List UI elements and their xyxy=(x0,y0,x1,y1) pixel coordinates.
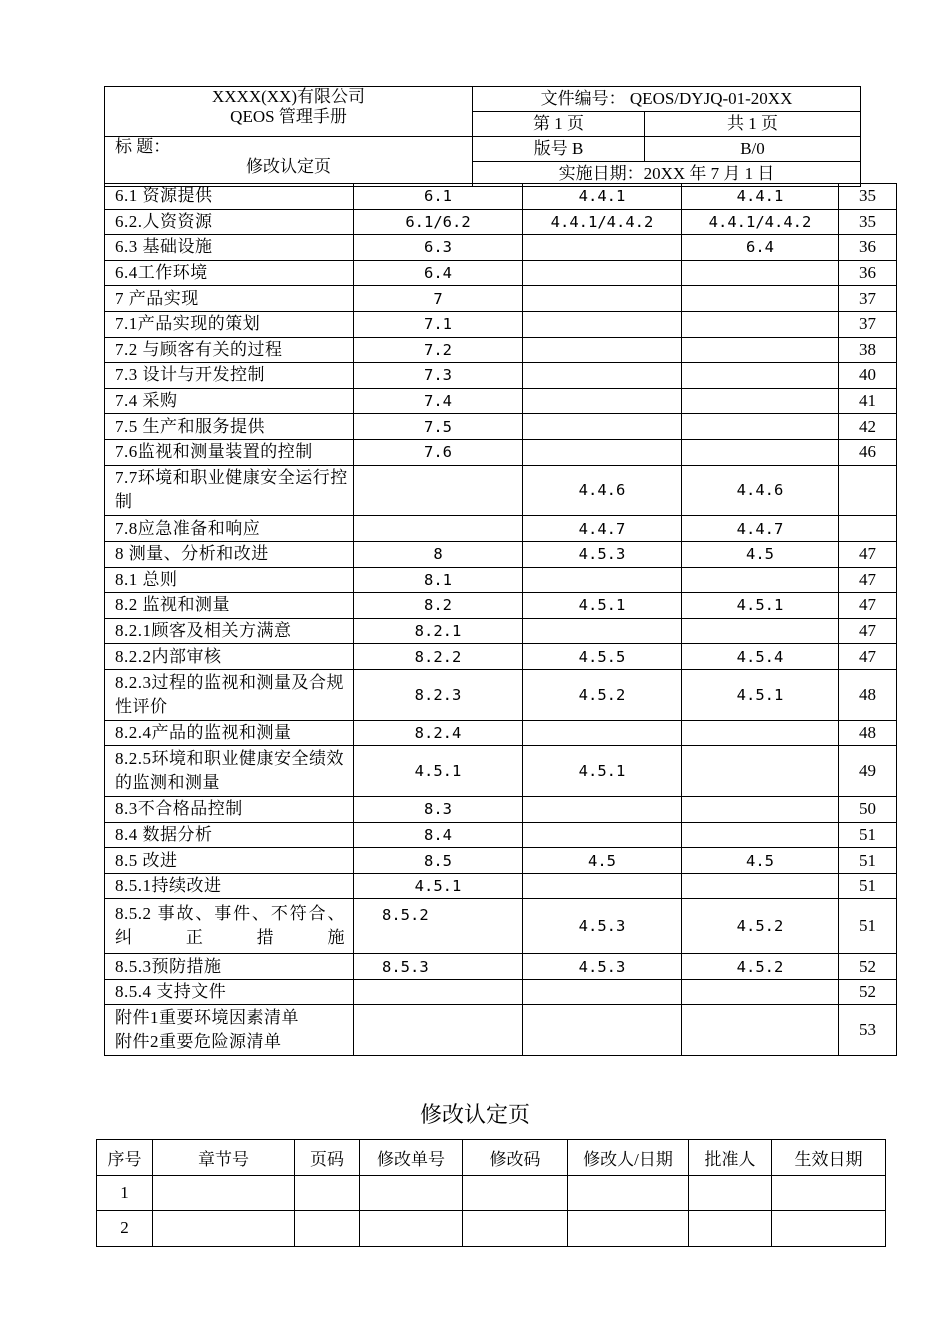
row-c3 xyxy=(523,414,682,440)
row-c4 xyxy=(682,388,839,414)
row-c4 xyxy=(682,414,839,440)
row-page: 41 xyxy=(839,388,897,414)
cell xyxy=(689,1175,772,1211)
row-name: 8.5.3预防措施 xyxy=(105,954,354,980)
row-name: 8.5.1持续改进 xyxy=(105,873,354,899)
row-seq: 1 xyxy=(97,1175,153,1211)
cell xyxy=(568,1175,689,1211)
row-c4 xyxy=(682,873,839,899)
version: B/0 xyxy=(645,137,861,162)
appendix-2: 附件2重要危险源清单 xyxy=(115,1032,282,1052)
col-header: 序号 xyxy=(97,1140,153,1176)
row-c3: 4.5.5 xyxy=(523,644,682,670)
row-name: 8.3不合格品控制 xyxy=(105,797,354,823)
row-c3: 4.5.2 xyxy=(523,669,682,720)
row-page: 38 xyxy=(839,337,897,363)
title-cell xyxy=(105,137,473,187)
table-row xyxy=(105,286,897,312)
row-page: 42 xyxy=(839,414,897,440)
table-row xyxy=(105,235,897,261)
row-c3 xyxy=(523,286,682,312)
row-page: 48 xyxy=(839,669,897,720)
table-row xyxy=(105,720,897,746)
row-c2 xyxy=(354,1005,523,1056)
row-c3 xyxy=(523,439,682,465)
row-c4 xyxy=(682,311,839,337)
company-cell xyxy=(105,87,473,137)
row-c4: 4.5.4 xyxy=(682,644,839,670)
row-c3 xyxy=(523,873,682,899)
company-name: XXXX(XX)有限公司 xyxy=(212,87,365,106)
row-page: 46 xyxy=(839,439,897,465)
row-c3 xyxy=(523,1005,682,1056)
row-c3: 4.5.3 xyxy=(523,899,682,954)
col-header: 生效日期 xyxy=(772,1140,886,1176)
row-page: 51 xyxy=(839,848,897,874)
row-c3: 4.5 xyxy=(523,848,682,874)
row-name: 6.4工作环境 xyxy=(105,260,354,286)
row-c2: 8.5 xyxy=(354,848,523,874)
row-page: 37 xyxy=(839,311,897,337)
row-c2: 4.5.1 xyxy=(354,873,523,899)
row-name: 7.1产品实现的策划 xyxy=(105,311,354,337)
row-name: 8.2.5环境和职业健康安全绩效的监测和测量 xyxy=(105,746,354,797)
row-page xyxy=(839,465,897,516)
row-name: 7.3 设计与开发控制 xyxy=(105,363,354,389)
table-row xyxy=(105,388,897,414)
row-c2: 7.2 xyxy=(354,337,523,363)
table-row xyxy=(105,439,897,465)
row-c2: 7 xyxy=(354,286,523,312)
col-header: 修改人/日期 xyxy=(568,1140,689,1176)
row-page: 51 xyxy=(839,873,897,899)
row-name: 8.2.1顾客及相关方满意 xyxy=(105,618,354,644)
table-row xyxy=(105,669,897,720)
cell xyxy=(295,1211,360,1247)
row-c4: 4.5 xyxy=(682,541,839,567)
doc-no: QEOS/DYJQ-01-20XX xyxy=(629,89,793,108)
table-row xyxy=(105,848,897,874)
row-name: 8.5 改进 xyxy=(105,848,354,874)
cell xyxy=(772,1175,886,1211)
row-c2: 8.2.3 xyxy=(354,669,523,720)
row-c3: 4.5.3 xyxy=(523,954,682,980)
row-c2: 8.1 xyxy=(354,567,523,593)
cell xyxy=(772,1211,886,1247)
row-c4: 4.4.1 xyxy=(682,184,839,210)
row-c2: 6.1 xyxy=(354,184,523,210)
revision-table xyxy=(96,1139,886,1247)
row-page: 40 xyxy=(839,363,897,389)
row-c4 xyxy=(682,260,839,286)
row-name: 8.2 监视和测量 xyxy=(105,593,354,619)
row-page: 36 xyxy=(839,260,897,286)
table-row xyxy=(105,1005,897,1056)
row-c2: 7.4 xyxy=(354,388,523,414)
row-c3 xyxy=(523,235,682,261)
row-c2: 8.5.3 xyxy=(354,954,523,980)
row-c4 xyxy=(682,618,839,644)
table-row xyxy=(105,541,897,567)
table-row xyxy=(105,337,897,363)
row-c2 xyxy=(354,516,523,542)
row-c3 xyxy=(523,567,682,593)
row-page: 35 xyxy=(839,209,897,235)
table-row xyxy=(105,363,897,389)
row-c2: 8 xyxy=(354,541,523,567)
row-c4 xyxy=(682,797,839,823)
doc-no-cell xyxy=(473,87,861,112)
version-label: 版号 B xyxy=(473,137,645,162)
row-c4: 4.5 xyxy=(682,848,839,874)
row-c3 xyxy=(523,311,682,337)
row-page: 47 xyxy=(839,644,897,670)
row-c3 xyxy=(523,260,682,286)
row-page: 52 xyxy=(839,979,897,1005)
row-seq: 2 xyxy=(97,1211,153,1247)
row-c4: 4.5.1 xyxy=(682,669,839,720)
cell xyxy=(463,1211,568,1247)
row-c3 xyxy=(523,822,682,848)
table-row xyxy=(105,414,897,440)
col-header: 页码 xyxy=(295,1140,360,1176)
row-c4 xyxy=(682,746,839,797)
row-c4 xyxy=(682,979,839,1005)
table-row xyxy=(105,184,897,210)
row-c3 xyxy=(523,363,682,389)
cell xyxy=(463,1175,568,1211)
row-name: 7.2 与顾客有关的过程 xyxy=(105,337,354,363)
row-name: 8.5.4 支持文件 xyxy=(105,979,354,1005)
appendix-1: 附件1重要环境因素清单 xyxy=(115,1008,299,1028)
row-name: 8.1 总则 xyxy=(105,567,354,593)
row-name: 8.2.2内部审核 xyxy=(105,644,354,670)
row-page: 51 xyxy=(839,822,897,848)
col-header: 修改单号 xyxy=(360,1140,463,1176)
title-label: 标 题： xyxy=(115,137,171,156)
row-name: 6.1 资源提供 xyxy=(105,184,354,210)
row-c2: 6.1/6.2 xyxy=(354,209,523,235)
row-c3: 4.5.3 xyxy=(523,541,682,567)
row-c3 xyxy=(523,979,682,1005)
row-c2: 7.3 xyxy=(354,363,523,389)
row-c4: 4.5.2 xyxy=(682,899,839,954)
table-row xyxy=(105,954,897,980)
table-row xyxy=(97,1211,886,1247)
row-c3 xyxy=(523,720,682,746)
row-name: 7.4 采购 xyxy=(105,388,354,414)
row-c4: 6.4 xyxy=(682,235,839,261)
row-name xyxy=(105,1005,354,1056)
row-c3: 4.5.1 xyxy=(523,746,682,797)
header-table xyxy=(104,86,861,187)
row-c4 xyxy=(682,822,839,848)
row-page: 48 xyxy=(839,720,897,746)
row-page: 47 xyxy=(839,541,897,567)
cell xyxy=(360,1211,463,1247)
row-c2: 8.3 xyxy=(354,797,523,823)
row-c3: 4.4.1/4.4.2 xyxy=(523,209,682,235)
total-pages: 共 1 页 xyxy=(645,112,861,137)
row-c4 xyxy=(682,439,839,465)
doc-no-label: 文件编号： xyxy=(540,89,626,108)
table-row xyxy=(105,618,897,644)
table-row xyxy=(105,873,897,899)
row-c2: 7.1 xyxy=(354,311,523,337)
row-c4 xyxy=(682,1005,839,1056)
row-c3 xyxy=(523,337,682,363)
row-page: 50 xyxy=(839,797,897,823)
row-page: 52 xyxy=(839,954,897,980)
row-page: 53 xyxy=(839,1005,897,1056)
col-header: 章节号 xyxy=(153,1140,295,1176)
table-row xyxy=(105,567,897,593)
revision-title: 修改认定页 xyxy=(419,1103,530,1128)
row-name: 8.2.3过程的监视和测量及合规性评价 xyxy=(105,669,354,720)
row-c3: 4.4.6 xyxy=(523,465,682,516)
row-c2: 8.2.4 xyxy=(354,720,523,746)
table-row xyxy=(105,746,897,797)
row-c2: 8.5.2 xyxy=(354,899,523,954)
cell xyxy=(153,1211,295,1247)
table-row xyxy=(105,593,897,619)
table-row xyxy=(105,899,897,954)
effective-date: 实施日期：20XX 年 7 月 1 日 xyxy=(473,162,861,187)
row-c4 xyxy=(682,286,839,312)
table-row xyxy=(97,1175,886,1211)
row-c4: 4.5.2 xyxy=(682,954,839,980)
row-c3: 4.4.1 xyxy=(523,184,682,210)
row-page: 35 xyxy=(839,184,897,210)
cell xyxy=(689,1211,772,1247)
index-table xyxy=(104,183,897,1056)
col-header: 批准人 xyxy=(689,1140,772,1176)
row-page: 47 xyxy=(839,593,897,619)
row-c2: 6.3 xyxy=(354,235,523,261)
row-c2 xyxy=(354,465,523,516)
title-value: 修改认定页 xyxy=(246,157,331,176)
table-row xyxy=(105,311,897,337)
row-c2: 4.5.1 xyxy=(354,746,523,797)
row-c2: 8.2 xyxy=(354,593,523,619)
row-name: 8 测量、分析和改进 xyxy=(105,541,354,567)
row-c3: 4.4.7 xyxy=(523,516,682,542)
row-c4 xyxy=(682,567,839,593)
row-c3 xyxy=(523,797,682,823)
row-c4 xyxy=(682,363,839,389)
row-c3 xyxy=(523,388,682,414)
col-header: 修改码 xyxy=(463,1140,568,1176)
row-page: 36 xyxy=(839,235,897,261)
row-c2: 8.2.2 xyxy=(354,644,523,670)
table-row xyxy=(105,260,897,286)
row-c2 xyxy=(354,979,523,1005)
row-c2: 8.4 xyxy=(354,822,523,848)
row-page: 47 xyxy=(839,567,897,593)
revision-header-row xyxy=(97,1140,886,1176)
table-row xyxy=(105,516,897,542)
row-c4 xyxy=(682,337,839,363)
row-page: 51 xyxy=(839,899,897,954)
manual-name: QEOS 管理手册 xyxy=(230,107,347,126)
row-name: 8.5.2 事故、事件、不符合、纠正措施 xyxy=(105,899,354,954)
table-row xyxy=(105,644,897,670)
cell xyxy=(568,1211,689,1247)
row-page xyxy=(839,516,897,542)
table-row xyxy=(105,465,897,516)
table-row xyxy=(105,797,897,823)
cell xyxy=(295,1175,360,1211)
row-c2: 7.5 xyxy=(354,414,523,440)
row-name: 7.8应急准备和响应 xyxy=(105,516,354,542)
row-name: 6.3 基础设施 xyxy=(105,235,354,261)
row-name: 7.5 生产和服务提供 xyxy=(105,414,354,440)
row-c2: 7.6 xyxy=(354,439,523,465)
row-name: 7.7环境和职业健康安全运行控制 xyxy=(105,465,354,516)
cell xyxy=(153,1175,295,1211)
row-c3 xyxy=(523,618,682,644)
row-name: 7.6监视和测量装置的控制 xyxy=(105,439,354,465)
row-page: 37 xyxy=(839,286,897,312)
row-name: 8.4 数据分析 xyxy=(105,822,354,848)
row-page: 49 xyxy=(839,746,897,797)
page-no: 第 1 页 xyxy=(473,112,645,137)
row-c4: 4.4.7 xyxy=(682,516,839,542)
row-name: 6.2.人资资源 xyxy=(105,209,354,235)
row-c3: 4.5.1 xyxy=(523,593,682,619)
table-row xyxy=(105,209,897,235)
row-c2: 8.2.1 xyxy=(354,618,523,644)
row-page: 47 xyxy=(839,618,897,644)
row-c2: 6.4 xyxy=(354,260,523,286)
cell xyxy=(360,1175,463,1211)
row-c4: 4.4.6 xyxy=(682,465,839,516)
row-name: 8.2.4产品的监视和测量 xyxy=(105,720,354,746)
row-name: 7 产品实现 xyxy=(105,286,354,312)
row-c4: 4.5.1 xyxy=(682,593,839,619)
table-row xyxy=(105,822,897,848)
row-c4: 4.4.1/4.4.2 xyxy=(682,209,839,235)
row-c4 xyxy=(682,720,839,746)
table-row xyxy=(105,979,897,1005)
